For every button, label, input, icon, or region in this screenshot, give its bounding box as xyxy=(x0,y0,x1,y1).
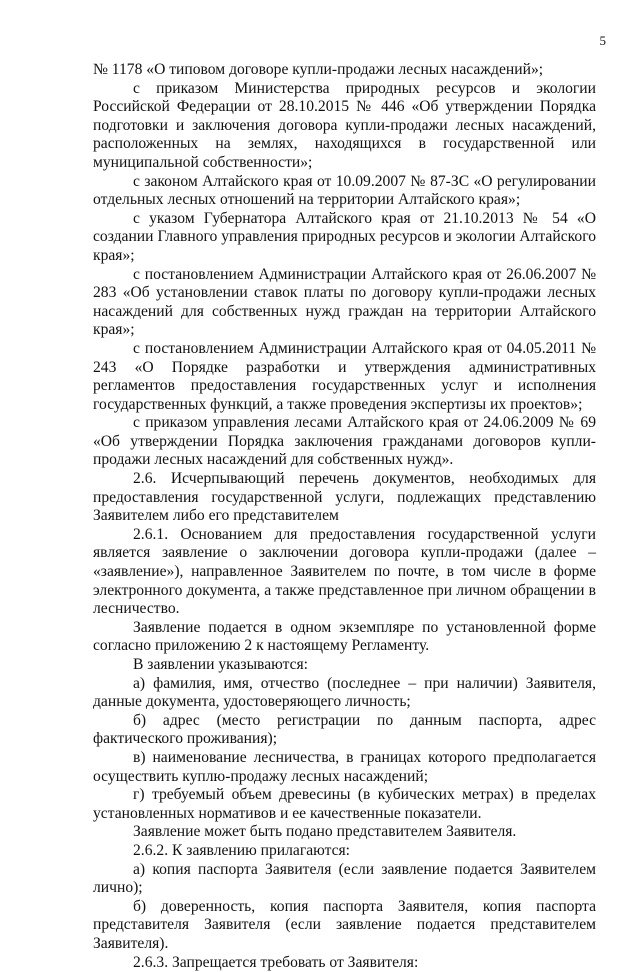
paragraph: с постановлением Администрации Алтайского края от 26.06.2007 № 283 «Об установлении ставок платы по договору купли-продажи лесных насаждений для собственных нужд граждан на территории Алтайского края»; xyxy=(93,266,596,340)
paragraph: Заявление подается в одном экземпляре по установленной форме согласно приложению 2 к настоящему Регламенту. xyxy=(93,619,596,656)
paragraph: 2.6.1. Основанием для предоставления государственной услуги является заявление о заключении договора купли-продажи (далее – «заявление»), направленное Заявителем по почте, в том числе в форме электронного документа, а также представленное при личном обращении в лесничество. xyxy=(93,526,596,619)
page-number: 5 xyxy=(600,33,607,49)
list-item: б) доверенность, копия паспорта Заявителя, копия паспорта представителя Заявителя (если заявление подается представителем Заявителя). xyxy=(93,898,596,954)
section-heading: 2.6. Исчерпывающий перечень документов, необходимых для предоставления государственной услуги, подлежащих представлению Заявителем либо его представителем xyxy=(93,470,596,526)
list-item: г) требуемый объем древесины (в кубических метрах) в пределах установленных нормативов и ее качественные показатели. xyxy=(93,786,596,823)
list-item: в) наименование лесничества, в границах которого предполагается осуществить куплю-продажу лесных насаждений; xyxy=(93,749,596,786)
paragraph: с приказом Министерства природных ресурсов и экологии Российской Федерации от 28.10.2015 № 446 «Об утверждении Порядка подготовки и заключения договора купли-продажи лесных насаждений, расположенных на землях, находящихся в государственной или муниципальной собственности»; xyxy=(93,80,596,173)
paragraph: 2.6.3. Запрещается требовать от Заявителя: xyxy=(93,954,596,972)
paragraph: с постановлением Администрации Алтайского края от 04.05.2011 № 243 «О Порядке разработки и утверждения административных регламентов предоставления государственных услуг и исполнения государственных функций, а также проведения экспертизы их проектов»; xyxy=(93,340,596,414)
paragraph: В заявлении указываются: xyxy=(93,656,596,675)
paragraph: с законом Алтайского края от 10.09.2007 № 87-ЗС «О регулировании отдельных лесных отношений на территории Алтайского края»; xyxy=(93,173,596,210)
document-body xyxy=(93,61,596,972)
list-item: б) адрес (место регистрации по данным паспорта, адрес фактического проживания); xyxy=(93,712,596,749)
paragraph: с указом Губернатора Алтайского края от 21.10.2013 № 54 «О создании Главного управления природных ресурсов и экологии Алтайского края»; xyxy=(93,210,596,266)
paragraph: 2.6.2. К заявлению прилагаются: xyxy=(93,842,596,861)
paragraph: с приказом управления лесами Алтайского края от 24.06.2009 № 69 «Об утверждении Порядка заключения гражданами договоров купли-продажи лесных насаждений для собственных нужд». xyxy=(93,414,596,470)
paragraph: Заявление может быть подано представителем Заявителя. xyxy=(93,823,596,842)
paragraph: № 1178 «О типовом договоре купли-продажи лесных насаждений»; xyxy=(93,61,596,80)
list-item: а) фамилия, имя, отчество (последнее – при наличии) Заявителя, данные документа, удостоверяющего личность; xyxy=(93,675,596,712)
list-item: а) копия паспорта Заявителя (если заявление подается Заявителем лично); xyxy=(93,861,596,898)
